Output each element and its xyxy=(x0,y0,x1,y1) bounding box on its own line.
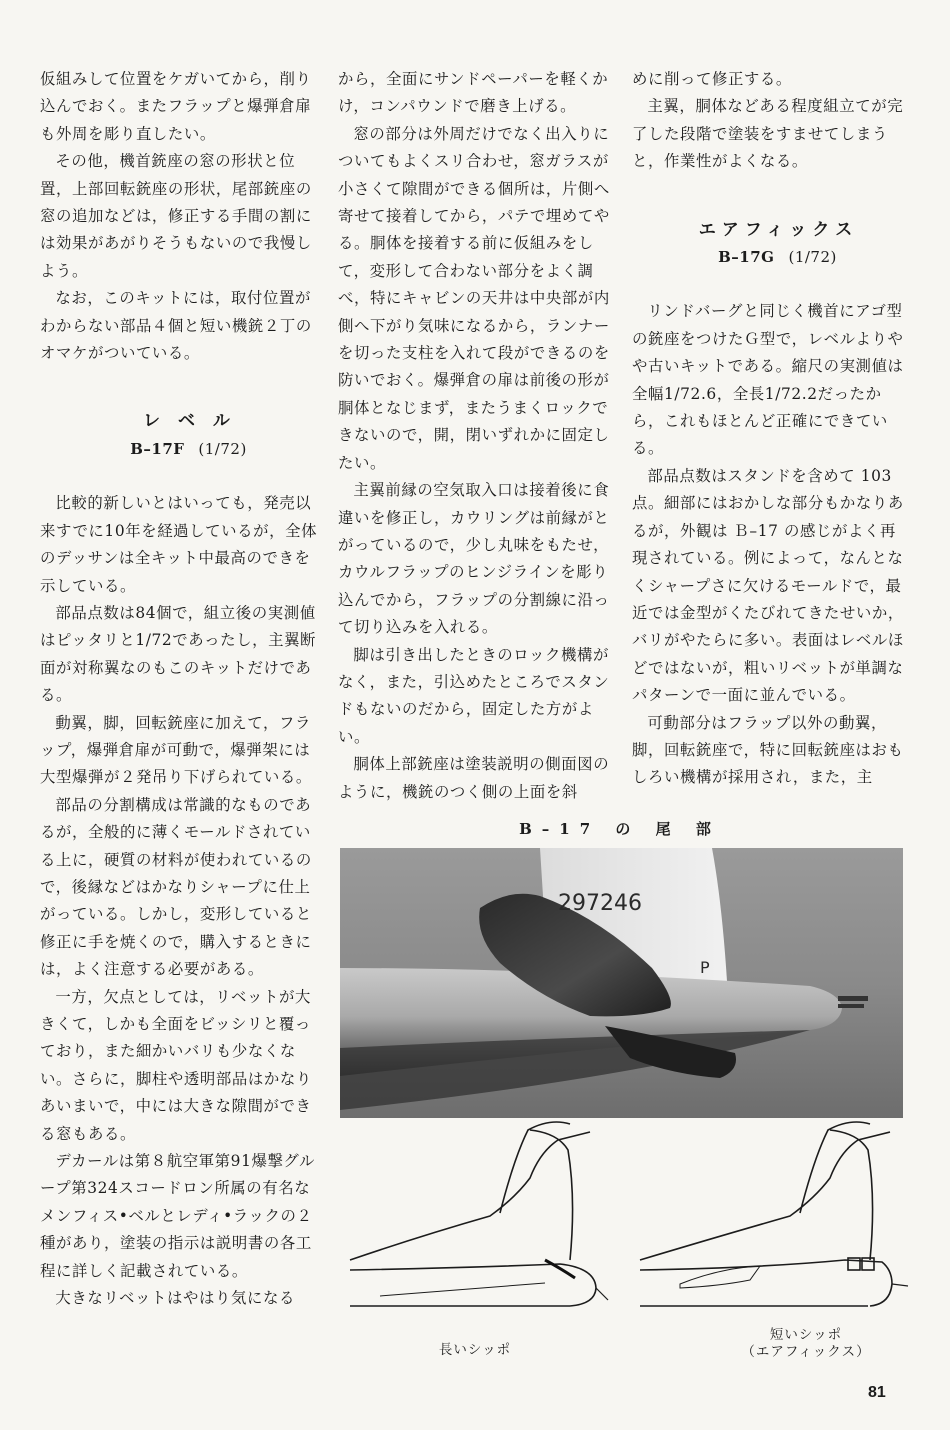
text-column-1 xyxy=(40,66,322,1312)
paragraph: リンドバーグと同じく機首にアゴ型の銃座をつけたＧ型で，レベルよりやや古いキットである。縮尺の実測値は全幅1/72.6，全長1/72.2だったから，これもほとんど正確にできている。 xyxy=(632,302,904,458)
model-name: B–17F xyxy=(130,439,185,458)
caption-line: 短いシッポ xyxy=(769,1327,843,1343)
section-title-revell: レ ベ ル xyxy=(143,411,236,432)
text-column-3 xyxy=(632,66,908,792)
drawing-caption-short-tail xyxy=(716,1327,896,1361)
section-title-airfix: エアフィックス xyxy=(698,219,859,240)
paragraph: デカールは第８航空軍第91爆撃グループ第324スコードロン所属の有名なメンフィス•ベルとレディ•ラックの２種があり，塗装の指示は説明書の各工程に詳しく記載されている。 xyxy=(40,1152,315,1280)
paragraph: その他，機首銃座の窓の形状と位置，上部回転銃座の形状，尾部銃座の窓の追加などは，修正する手間の割には効果があがりそうもないので我慢しよう。 xyxy=(40,152,312,280)
paragraph: 仮組みして位置をケガいてから，削り込んでおく。またフラップと爆弾倉扉も外周を彫り直したい。 xyxy=(40,70,312,143)
paragraph: 脚は引き出したときのロック機構がなく，また，引込めたところでスタンドもないのだから，固定した方がよい。 xyxy=(338,645,610,746)
paragraph: 比較的新しいとはいっても，発売以来すでに10年を経過しているが，全体のデッサンは全キット中最高のできを示している。 xyxy=(40,494,318,595)
paragraph: から，全面にサンドペーパーを軽くかけ，コンパウンドで磨き上げる。 xyxy=(338,70,609,116)
paragraph: 大きなリベットはやはり気になる xyxy=(55,1289,295,1308)
paragraph: めに削って修正する。 xyxy=(632,70,792,88)
photo-caption: B–17 の 尾 部 xyxy=(519,820,721,838)
caption-line: （エアフィックス） xyxy=(741,1344,871,1360)
page-number: 81 xyxy=(868,1384,886,1401)
paragraph: 胴体上部銃座は塗装説明の側面図のように，機銃のつく側の上面を斜 xyxy=(338,755,610,801)
b17-tail-photo xyxy=(340,848,903,1118)
paragraph: 部品の分割構成は常識的なものであるが，全般的に薄くモールドされている上に，硬質の材料が使われているので，後縁などはかなりシャープに仕上がっている。しかし，変形していると修正に手を焼くので，購入するときには，よく注意する必要がある。 xyxy=(40,795,312,979)
paragraph: なお，このキットには，取付位置がわからない部品４個と短い機銃２丁のオマケがついている。 xyxy=(40,289,312,363)
model-scale: (1/72) xyxy=(198,439,247,458)
paragraph: 窓の部分は外周だけでなく出入りについてもよくスリ合わせ，窓ガラスが小さくて隙間ができる個所は，片側へ寄せて接着してから，パテで埋めてやる。胴体を接着する前に仮組みをして，変形して合わない部分をよく調べ，特にキャビンの天井は中央部が内側へ下がり気味になるから，ランナーを切った支柱を入れて段ができるのを防いでおく。爆弾倉の扉は前後の形が胴体となじまず，またうまくロックできないので，開，閉いずれかに固定したい。 xyxy=(338,124,610,472)
model-name: B–17G xyxy=(718,248,775,267)
paragraph: 動翼，脚，回転銃座に加えて，フラップ，爆弾倉扉が可動で，爆弾架には大型爆弾が２発吊り下げられている。 xyxy=(40,713,312,787)
long-tail-drawing xyxy=(350,1122,608,1306)
section-subtitle-revell xyxy=(40,436,322,463)
tail-marking: P xyxy=(700,958,710,977)
model-scale: (1/72) xyxy=(788,248,837,267)
drawing-caption-long-tail: 長いシッポ xyxy=(438,1342,512,1358)
paragraph: 部品点数は84個で，組立後の実測値はピッタリと1/72であったし，主翼断面が対称翼なのもこのキットだけである。 xyxy=(40,603,317,705)
text-column-2 xyxy=(338,66,610,806)
paragraph: 部品点数はスタンドを含めて 103点。細部にはおかしな部分もかなりあるが，外観は Ｂ–17 の感じがよく再現されている。例によって，なんとなくシャープさに欠けるモールドで，最近では金型がくたびれてきたせいか，バリがやたらに多い。表面はレベルほどではないが，粗いリベットが単調なパターンで一面に並んでいる。 xyxy=(632,466,904,705)
paragraph: 一方，欠点としては，リベットが大きくて，しかも全面をビッシリと覆っており，また細かいバリも少なくない。さらに，脚柱や透明部品はかなりあいまいで，中には大きな隙間ができる窓もある。 xyxy=(40,987,312,1143)
serial-number: 297246 xyxy=(558,891,642,916)
paragraph: 主翼前縁の空気取入口は接着後に食違いを修正し，カウリングは前縁がとがっているので，少し丸味をもたせ，カウルフラップのヒンジラインを彫り込んでから，フラップの分割線に沿って切り込みを入れる。 xyxy=(338,481,610,637)
short-tail-drawing xyxy=(640,1122,908,1306)
paragraph: 主翼，胴体などある程度組立てが完了した段階で塗装をすませてしまうと，作業性がよくなる。 xyxy=(632,97,904,171)
paragraph: 可動部分はフラップ以外の動翼，脚，回転銃座で，特に回転銃座はおもしろい機構が採用され，また，主 xyxy=(632,713,904,787)
section-subtitle-airfix xyxy=(632,244,908,271)
